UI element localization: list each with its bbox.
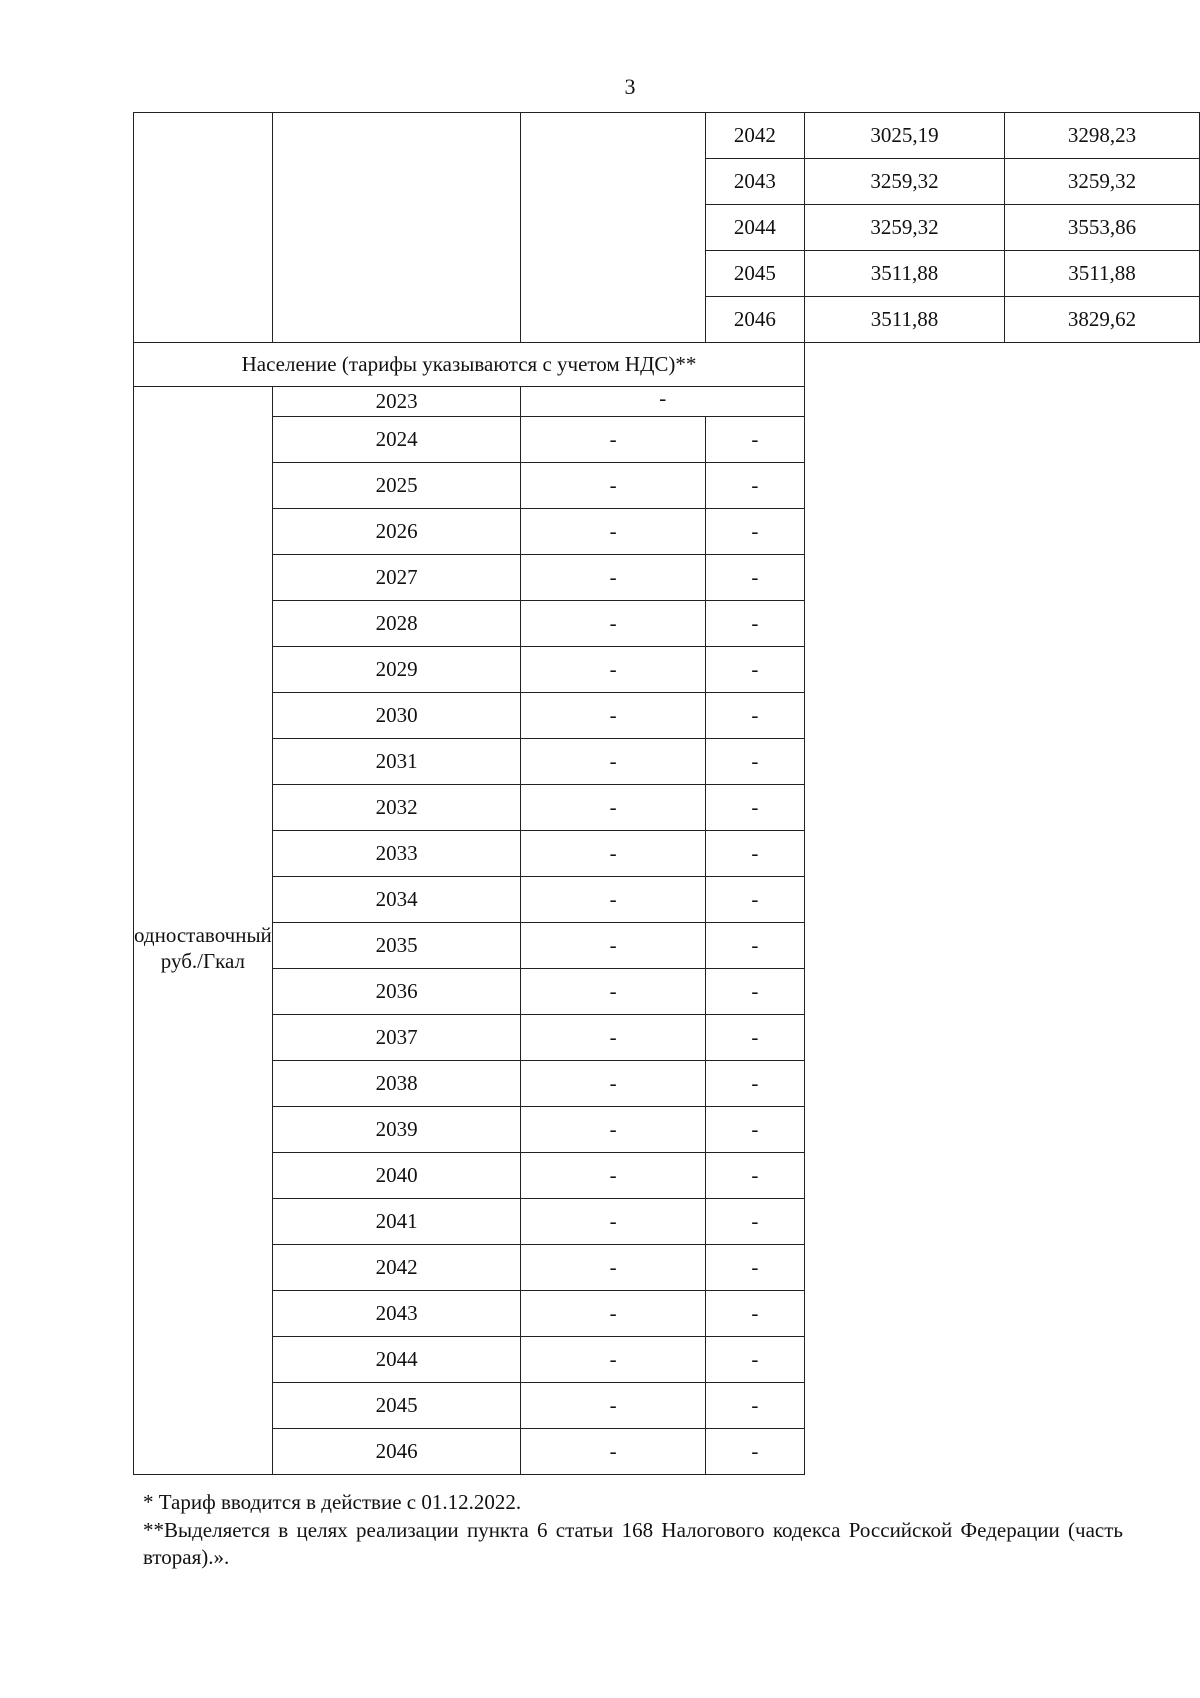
first-half-value: - [521,923,705,969]
year-cell: 2040 [272,1153,521,1199]
table-row [134,1245,1200,1291]
organization-column-cell [272,113,521,343]
year-cell: 2037 [272,1015,521,1061]
table-row [134,877,1200,923]
year-cell: 2028 [272,601,521,647]
table-row [134,969,1200,1015]
tariff-type-cell [521,113,705,343]
tariff-unit [134,922,272,975]
table-row [134,417,1200,463]
first-half-value: - [521,1015,705,1061]
second-half-value: - [705,969,804,1015]
tariff-unit-type: одноставочный [134,922,272,947]
second-half-value: 3829,62 [1004,297,1199,343]
table-row [134,387,1200,417]
second-half-value: - [705,1061,804,1107]
second-half-value: - [705,1199,804,1245]
second-half-value: - [705,1245,804,1291]
tariff-unit-measure: руб./Гкал [160,949,246,973]
table-row [134,1015,1200,1061]
section-header-row [134,343,1200,387]
table-row [134,1337,1200,1383]
table-row [134,739,1200,785]
second-half-value: - [705,693,804,739]
year-cell: 2023 [272,387,521,417]
section-header: Население (тарифы указываются с учетом НДС)** [134,343,805,387]
first-half-value: - [521,509,705,555]
table-row [134,923,1200,969]
table-row [134,113,1200,159]
table-row [134,1291,1200,1337]
first-half-value: - [521,555,705,601]
first-half-value: - [521,647,705,693]
first-half-value: - [521,417,705,463]
second-half-value: 3298,23 [1004,113,1199,159]
year-cell: 2036 [272,969,521,1015]
second-half-value: 3553,86 [1004,205,1199,251]
table-row [134,601,1200,647]
first-half-value: - [521,877,705,923]
population-section [134,343,1200,1475]
first-half-value: - [521,739,705,785]
footnotes [143,1489,1123,1572]
year-cell: 2026 [272,509,521,555]
tariff-unit-cell [134,387,273,1475]
table-row [134,647,1200,693]
first-half-value: - [521,1199,705,1245]
first-half-value: - [521,601,705,647]
first-half-value: - [521,463,705,509]
table-row [134,463,1200,509]
second-half-value: - [705,1153,804,1199]
first-half-value: - [521,969,705,1015]
table-row [134,831,1200,877]
first-half-value: - [521,693,705,739]
year-cell: 2039 [272,1107,521,1153]
second-half-value: - [705,1015,804,1061]
second-half-value: - [705,555,804,601]
second-half-value: - [705,601,804,647]
second-half-value: - [705,647,804,693]
second-half-value: 3511,88 [1004,251,1199,297]
year-cell: 2045 [272,1383,521,1429]
second-half-value: - [705,877,804,923]
upper-section [134,113,1200,343]
first-half-value: - [521,831,705,877]
table-row [134,1107,1200,1153]
second-half-value: - [705,1107,804,1153]
table-row [134,1383,1200,1429]
second-half-value: - [705,417,804,463]
year-cell: 2030 [272,693,521,739]
first-half-value: - [521,1107,705,1153]
table-row [134,1429,1200,1475]
table-row [134,693,1200,739]
first-half-value: - [521,1153,705,1199]
tariff-table [133,112,1200,1475]
year-cell: 2042 [705,113,804,159]
second-half-value: - [705,831,804,877]
first-half-value: 3511,88 [805,251,1005,297]
table-row [134,509,1200,555]
year-cell: 2044 [272,1337,521,1383]
second-half-value: 3259,32 [1004,159,1199,205]
second-half-value: - [705,739,804,785]
table-row [134,1061,1200,1107]
second-half-value: - [705,509,804,555]
merged-value-cell: - [521,387,805,417]
year-cell: 2035 [272,923,521,969]
first-half-value: - [521,1245,705,1291]
first-half-value: 3025,19 [805,113,1005,159]
first-half-value: - [521,785,705,831]
year-cell: 2032 [272,785,521,831]
year-cell: 2046 [705,297,804,343]
first-half-value: 3259,32 [805,159,1005,205]
first-half-value: - [521,1291,705,1337]
first-half-value: - [521,1337,705,1383]
second-half-value: - [705,1291,804,1337]
page-number: 3 [624,74,636,99]
year-cell: 2046 [272,1429,521,1475]
year-cell: 2043 [272,1291,521,1337]
second-half-value: - [705,923,804,969]
second-half-value: - [705,785,804,831]
first-half-value: - [521,1061,705,1107]
year-cell: 2033 [272,831,521,877]
second-half-value: - [705,1383,804,1429]
year-cell: 2034 [272,877,521,923]
year-cell: 2044 [705,205,804,251]
number-column-cell [134,113,273,343]
first-half-value: 3259,32 [805,205,1005,251]
table-row [134,1199,1200,1245]
table-row [134,1153,1200,1199]
year-cell: 2045 [705,251,804,297]
second-half-value: - [705,1337,804,1383]
first-half-value: 3511,88 [805,297,1005,343]
year-cell: 2031 [272,739,521,785]
year-cell: 2042 [272,1245,521,1291]
table-row [134,785,1200,831]
first-half-value: - [521,1383,705,1429]
year-cell: 2024 [272,417,521,463]
second-half-value: - [705,1429,804,1475]
year-cell: 2029 [272,647,521,693]
first-half-value: - [521,1429,705,1475]
year-cell: 2041 [272,1199,521,1245]
year-cell: 2025 [272,463,521,509]
footnote-2: **Выделяется в целях реализации пункта 6 статьи 168 Налогового кодекса Российской Федерации (часть вторая).». [143,1518,1123,1569]
year-cell: 2043 [705,159,804,205]
year-cell: 2027 [272,555,521,601]
footnote-1: * Тариф вводится в действие с 01.12.2022. [143,1490,522,1514]
table-row [134,555,1200,601]
year-cell: 2038 [272,1061,521,1107]
second-half-value: - [705,463,804,509]
